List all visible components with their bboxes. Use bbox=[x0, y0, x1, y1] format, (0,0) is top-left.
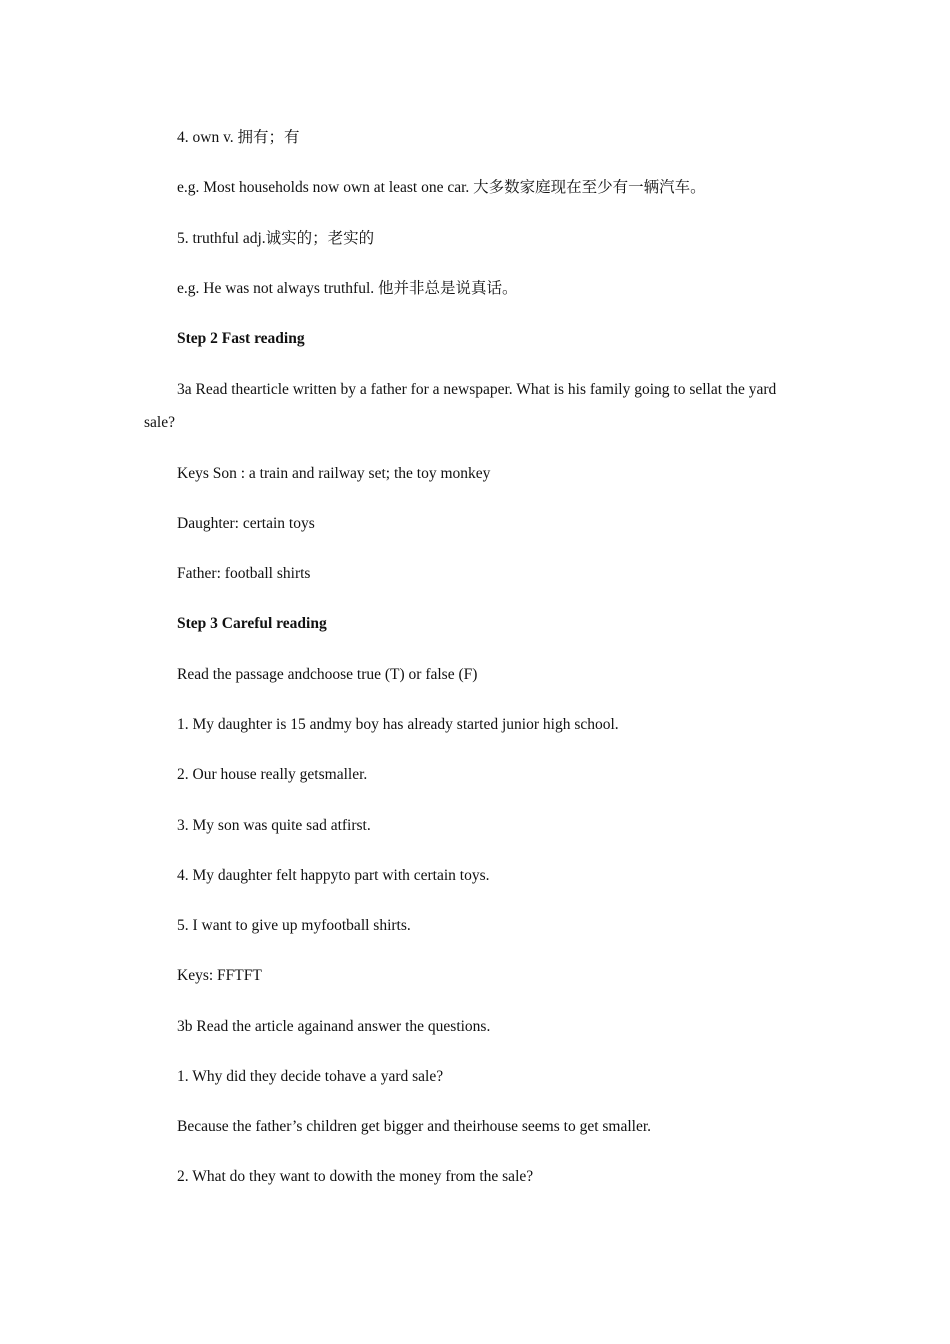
vocab-own-example: e.g. Most households now own at least one car. 大多数家庭现在至少有一辆汽车。 bbox=[177, 179, 706, 196]
vocab-own: 4. own v. 拥有；有 bbox=[177, 129, 300, 146]
question-2: 2. What do they want to dowith the money from the sale? bbox=[177, 1168, 534, 1185]
tf-statement-4: 4. My daughter felt happyto part with certain toys. bbox=[177, 867, 490, 884]
tf-statement-5: 5. I want to give up myfootball shirts. bbox=[177, 917, 411, 934]
answer-1: Because the father’s children get bigger and theirhouse seems to get smaller. bbox=[177, 1118, 652, 1135]
question-1: 1. Why did they decide tohave a yard sale? bbox=[177, 1068, 444, 1085]
step3-heading: Step 3 Careful reading bbox=[177, 615, 327, 632]
task-3a: 3a Read thearticle written by a father for a newspaper. What is his family going to sellat the yard sale? bbox=[144, 381, 777, 431]
vocab-truthful: 5. truthful adj.诚实的；老实的 bbox=[177, 230, 375, 247]
task-3b: 3b Read the article againand answer the questions. bbox=[177, 1018, 491, 1035]
vocab-truthful-example: e.g. He was not always truthful. 他并非总是说真话。 bbox=[177, 280, 518, 297]
tf-statement-1: 1. My daughter is 15 andmy boy has already started junior high school. bbox=[177, 716, 619, 733]
tf-statement-2: 2. Our house really getsmaller. bbox=[177, 766, 368, 783]
tf-statement-3: 3. My son was quite sad atfirst. bbox=[177, 817, 371, 834]
keys-son: Keys Son : a train and railway set; the toy monkey bbox=[177, 465, 491, 482]
tf-keys: Keys: FFTFT bbox=[177, 967, 262, 984]
keys-daughter: Daughter: certain toys bbox=[177, 515, 315, 532]
step2-heading: Step 2 Fast reading bbox=[177, 330, 305, 347]
tf-instruction: Read the passage andchoose true (T) or false (F) bbox=[177, 666, 478, 683]
keys-father: Father: football shirts bbox=[177, 565, 311, 582]
